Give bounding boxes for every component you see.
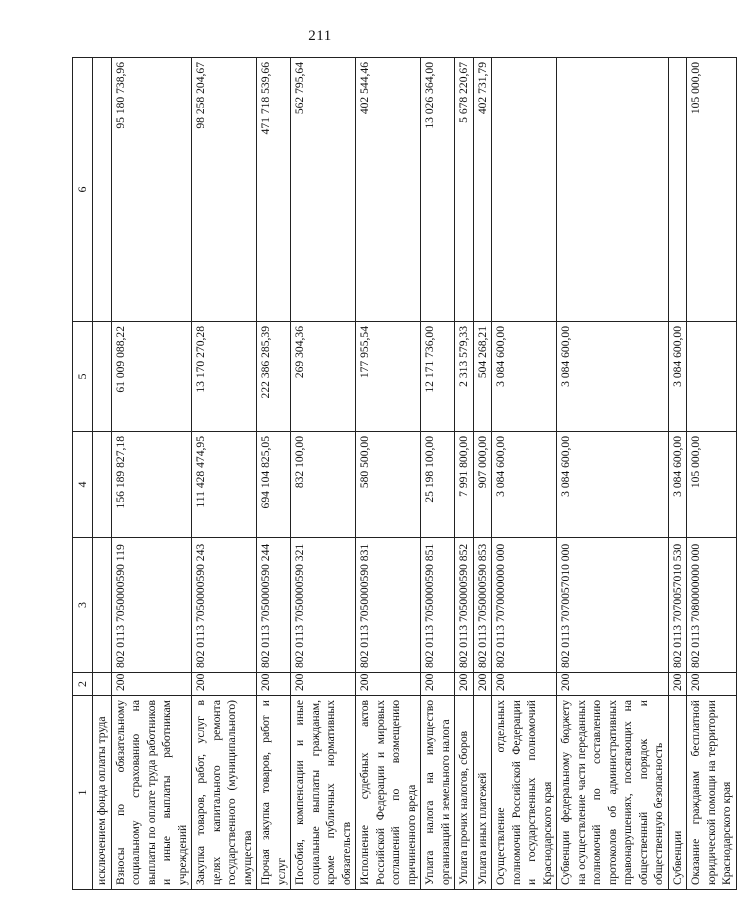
row-name: Субвенции (668, 696, 687, 890)
budget-table (72, 57, 737, 890)
row-col-2: 200 (192, 673, 257, 696)
table-row (291, 58, 356, 890)
rotated-table-container (72, 58, 733, 890)
row-value-4: 105 000,00 (687, 432, 737, 538)
row-value-5: 12 171 736,00 (421, 322, 455, 432)
row-value-5: 3 084 600,00 (492, 322, 557, 432)
row-value-4: 3 084 600,00 (668, 432, 687, 538)
row-value-4: 907 000,00 (473, 432, 492, 538)
row-name: Пособия, компенсации и иные социальные выплаты гражданам, кроме публичных нормативных обязательств (291, 696, 356, 890)
row-col-2: 200 (668, 673, 687, 696)
row-code: 802 0113 7070057010 000 (557, 538, 669, 673)
row-col-2: 200 (421, 673, 455, 696)
row-name: Уплата иных платежей (473, 696, 492, 890)
row-value-6 (668, 58, 687, 322)
row-code: 802 0113 7070000000 000 (492, 538, 557, 673)
row-value-6: 105 000,00 (687, 58, 737, 322)
row-col-2: 200 (492, 673, 557, 696)
row-value-5: 269 304,36 (291, 322, 356, 432)
row-value-5 (687, 322, 737, 432)
row-value-4: 25 198 100,00 (421, 432, 455, 538)
row-code: 802 0113 7050000590 852 (455, 538, 474, 673)
header-col-3: 3 (73, 538, 93, 673)
table-row (687, 58, 737, 890)
row-code: 802 0113 7050000590 321 (291, 538, 356, 673)
header-col-6: 6 (73, 58, 93, 322)
row-value-6: 402 544,46 (356, 58, 421, 322)
row-col-2: 200 (557, 673, 669, 696)
row-value-5 (93, 322, 112, 432)
row-name: Осуществление отдельных полномочий Российской Федерации и государственных полномочий Краснодарского края (492, 696, 557, 890)
row-code: 802 0113 7070057010 530 (668, 538, 687, 673)
row-code: 802 0113 7050000590 853 (473, 538, 492, 673)
row-value-4: 3 084 600,00 (492, 432, 557, 538)
row-value-4: 111 428 474,95 (192, 432, 257, 538)
row-col-2: 200 (257, 673, 291, 696)
row-value-5: 13 170 270,28 (192, 322, 257, 432)
table-row (492, 58, 557, 890)
table-row (111, 58, 192, 890)
page-number: 211 (308, 28, 332, 44)
table-row (455, 58, 474, 890)
row-name: Оказание гражданам бесплатной юридической помощи на территории Краснодарского края (687, 696, 737, 890)
row-value-5: 2 313 579,33 (455, 322, 474, 432)
table-row (557, 58, 669, 890)
row-value-6: 471 718 539,66 (257, 58, 291, 322)
row-code (93, 538, 112, 673)
row-value-5: 3 084 600,00 (668, 322, 687, 432)
header-col-5: 5 (73, 322, 93, 432)
row-value-4 (93, 432, 112, 538)
row-value-5: 61 009 088,22 (111, 322, 192, 432)
row-name: Уплата налога на имущество организаций и земельного налога (421, 696, 455, 890)
row-value-6: 5 678 220,67 (455, 58, 474, 322)
row-code: 802 0113 7050000590 244 (257, 538, 291, 673)
row-value-5: 222 386 285,39 (257, 322, 291, 432)
row-name: Субвенции федеральному бюджету на осуществление части переданных полномочий по составлению протоколов об административных правонарушениях, посягающих на общественный порядок и общественную безопасность (557, 696, 669, 890)
header-col-4: 4 (73, 432, 93, 538)
table-row (93, 58, 112, 890)
row-col-2: 200 (111, 673, 192, 696)
row-value-4: 3 084 600,00 (557, 432, 669, 538)
row-code: 802 0113 7050000590 831 (356, 538, 421, 673)
row-value-4: 7 991 800,00 (455, 432, 474, 538)
row-value-4: 694 104 825,05 (257, 432, 291, 538)
row-code: 802 0113 7050000590 243 (192, 538, 257, 673)
row-code: 802 0113 7050000590 851 (421, 538, 455, 673)
row-col-2 (93, 673, 112, 696)
row-col-2: 200 (473, 673, 492, 696)
row-col-2: 200 (455, 673, 474, 696)
row-value-6 (557, 58, 669, 322)
row-value-6: 402 731,79 (473, 58, 492, 322)
row-col-2: 200 (356, 673, 421, 696)
row-name: Исполнение судебных актов Российской Федерации и мировых соглашений по возмещению причиненного вреда (356, 696, 421, 890)
table-row (257, 58, 291, 890)
row-value-5: 177 955,54 (356, 322, 421, 432)
header-col-1: 1 (73, 696, 93, 890)
table-row (421, 58, 455, 890)
row-name: Взносы по обязательному социальному страхованию на выплаты по оплате труда работников и иные выплаты работникам учреждений (111, 696, 192, 890)
table-row (668, 58, 687, 890)
row-col-2: 200 (687, 673, 737, 696)
table-header-row (73, 58, 93, 890)
row-value-4: 156 189 827,18 (111, 432, 192, 538)
row-value-5: 3 084 600,00 (557, 322, 669, 432)
row-value-6: 98 258 204,67 (192, 58, 257, 322)
row-code: 802 0113 7080000000 000 (687, 538, 737, 673)
header-col-2: 2 (73, 673, 93, 696)
row-value-6 (492, 58, 557, 322)
row-name: Прочая закупка товаров, работ и услуг (257, 696, 291, 890)
row-value-4: 580 500,00 (356, 432, 421, 538)
row-value-4: 832 100,00 (291, 432, 356, 538)
row-name: Закупка товаров, работ, услуг в целях капитального ремонта государственного (муниципального) имущества (192, 696, 257, 890)
row-value-6: 95 180 738,96 (111, 58, 192, 322)
row-name: Уплата прочих налогов, сборов (455, 696, 474, 890)
table-row (192, 58, 257, 890)
table-row (356, 58, 421, 890)
row-name: исключением фонда оплаты труда (93, 696, 112, 890)
row-col-2: 200 (291, 673, 356, 696)
row-value-5: 504 268,21 (473, 322, 492, 432)
row-value-6: 13 026 364,00 (421, 58, 455, 322)
table-row (473, 58, 492, 890)
row-value-6 (93, 58, 112, 322)
row-value-6: 562 795,64 (291, 58, 356, 322)
row-code: 802 0113 7050000590 119 (111, 538, 192, 673)
